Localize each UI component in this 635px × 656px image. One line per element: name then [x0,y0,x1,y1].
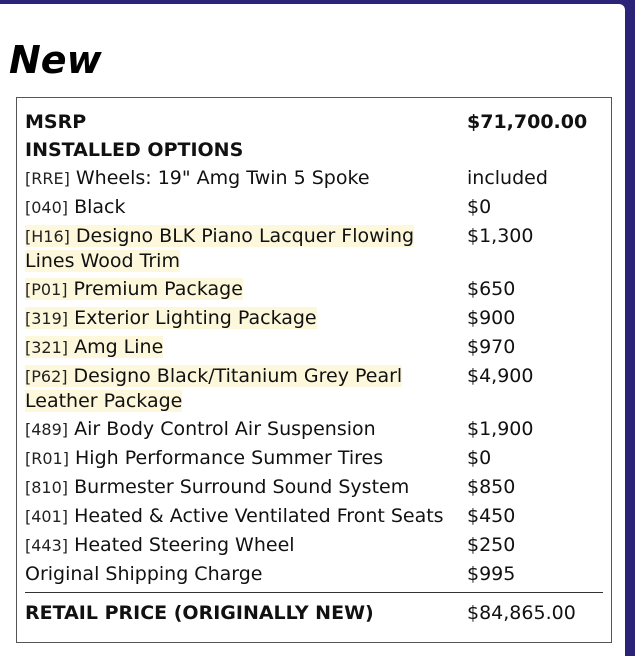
option-price: $970 [467,336,516,358]
option-description [25,446,467,471]
shipping-row [25,562,605,586]
option-code: [P62] [25,367,68,386]
options-list [25,166,605,558]
option-name: Burmester Surround Sound System [74,476,410,498]
option-description [25,277,467,302]
option-text [25,225,414,272]
price-rows [25,110,605,625]
option-row [25,166,605,191]
option-price: $650 [467,278,516,300]
retail-row [25,601,605,625]
option-price: $0 [467,196,492,218]
option-code: [810] [25,478,69,497]
option-description [25,224,467,273]
option-text [25,505,444,527]
option-text [25,447,383,469]
option-price: $0 [467,447,492,469]
option-text [25,534,295,556]
option-description [25,504,467,529]
option-row [25,533,605,558]
option-code: [P01] [25,280,68,299]
option-row [25,306,605,331]
option-description [25,306,467,331]
option-name: High Performance Summer Tires [75,447,384,469]
option-name: Air Body Control Air Suspension [74,418,376,440]
option-name: Exterior Lighting Package [74,307,317,329]
page-title: New [9,38,102,82]
option-name: Black [74,196,126,218]
msrp-value: $71,700.00 [467,111,588,133]
shipping-value: $995 [467,563,516,585]
installed-options-header [25,138,605,162]
option-description [25,417,467,442]
option-row [25,504,605,529]
option-text [25,336,163,358]
option-description [25,335,467,360]
option-code: [321] [25,338,69,357]
option-row [25,364,605,413]
option-code: [401] [25,507,69,526]
option-code: [RRE] [25,169,70,188]
option-code: [319] [25,309,69,328]
option-name: Heated & Active Ventilated Front Seats [74,505,444,527]
option-name: Wheels: 19" Amg Twin 5 Spoke [75,167,370,189]
option-row [25,195,605,220]
option-code: [H16] [25,227,70,246]
option-price: $4,900 [467,365,534,387]
option-price: $850 [467,476,516,498]
option-text [25,476,409,498]
option-code: [489] [25,420,69,439]
option-text [25,307,317,329]
option-name: Designo BLK Piano Lacquer Flowing Lines Wood Trim [25,225,415,272]
option-text [25,196,125,218]
option-price: $1,300 [467,225,534,247]
option-price: $250 [467,534,516,556]
msrp-label: MSRP [25,111,87,133]
option-row [25,475,605,500]
price-breakdown-box [16,97,612,643]
total-divider [25,592,603,593]
option-row [25,224,605,273]
option-row [25,446,605,471]
option-code: [040] [25,198,69,217]
option-description [25,475,467,500]
option-text [25,278,243,300]
option-text [25,365,402,412]
option-text [25,418,376,440]
option-price: $900 [467,307,516,329]
option-row [25,277,605,302]
option-name: Heated Steering Wheel [74,534,295,556]
installed-options-label: INSTALLED OPTIONS [25,139,244,161]
option-name: Designo Black/Titanium Grey Pearl Leather Package [25,365,403,412]
option-name: Premium Package [73,278,243,300]
option-row [25,417,605,442]
option-code: [R01] [25,449,69,468]
option-code: [443] [25,536,69,555]
retail-value: $84,865.00 [467,602,576,624]
option-description [25,195,467,220]
option-row [25,335,605,360]
shipping-label: Original Shipping Charge [25,563,263,585]
option-description [25,364,467,413]
window-sticker-card [0,4,625,656]
option-price: $450 [467,505,516,527]
option-price: included [467,167,548,189]
retail-label: RETAIL PRICE (ORIGINALLY NEW) [25,602,374,624]
option-price: $1,900 [467,418,534,440]
option-description [25,533,467,558]
option-name: Amg Line [74,336,164,358]
option-description [25,166,467,191]
option-text [25,167,370,189]
msrp-row [25,110,605,134]
